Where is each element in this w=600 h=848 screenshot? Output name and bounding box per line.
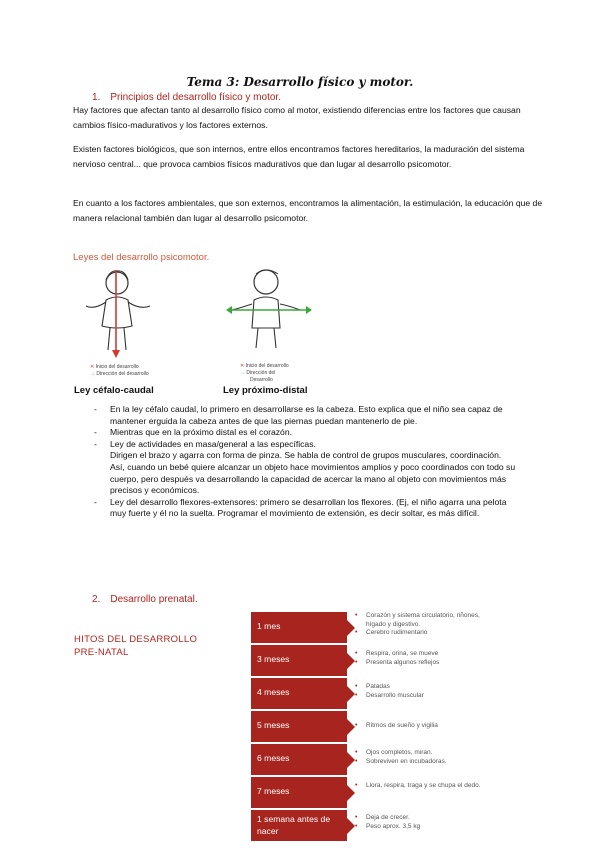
- milestone-item: • Respira, orina, se mueve: [355, 650, 439, 657]
- section-number: 2.: [92, 594, 101, 605]
- milestones-heading: HITOS DEL DESARROLLO PRE-NATAL: [74, 634, 198, 658]
- laws-list: [94, 404, 516, 520]
- paragraph-3: En cuanto a los factores ambientales, que son externos, encontramos la alimentación, la estimulación, la educación que de manera relacional también dan lugar al desarrollo psicomotor.: [73, 198, 543, 223]
- milestone-row: 4 meses • Patadas • Desarrollo muscular: [251, 678, 501, 709]
- cephalocaudal-legend: ✕ Inicio del desarrollo → Dirección del desarrollo: [90, 364, 149, 377]
- section-title: Principios del desarrollo físico y motor.: [110, 92, 281, 103]
- section-title: Desarrollo prenatal.: [110, 594, 198, 605]
- list-item: - Mientras que en la próximo distal es el corazón.: [94, 427, 516, 439]
- milestone-item: • Peso aprox. 3,5 kg: [355, 822, 421, 830]
- proximodistal-illustration: [226, 264, 312, 356]
- milestone-item: • Presenta algunos reflejos: [355, 658, 440, 666]
- milestone-item: • Patadas: [355, 683, 390, 690]
- milestone-item: • Llora, respira, traga y se chupa el dedo.: [355, 782, 481, 789]
- prenatal-milestones-table: [251, 612, 501, 840]
- milestone-row: 7 meses • Llora, respira, traga y se chupa el dedo.: [251, 777, 501, 808]
- milestone-row: 6 meses • Ojos completos, miran. • Sobreviven en incubadoras.: [251, 744, 501, 775]
- list-item: - Ley de actividades en masa/general a las específicas.: [94, 439, 516, 451]
- list-item-continuation: Así, cuando un bebé quiere alcanzar un objeto hace movimientos amplios y poco coordinados con todo su cuerpo, pero después va desarrollando la capacidad de acercar la mano al objeto con movimientos más precisos y económicos.: [110, 461, 516, 496]
- section-number: 1.: [92, 92, 101, 103]
- section-heading-1: [92, 92, 281, 103]
- milestone-item: • Cerebro rudimentario: [355, 629, 428, 636]
- milestone-item: • Sobreviven en incubadoras.: [355, 757, 447, 765]
- milestone-item: • Ojos completos, miran.: [355, 749, 433, 756]
- page-title: Tema 3: Desarrollo físico y motor.: [186, 75, 414, 89]
- milestone-row: 1 semana antes de nacer • Deja de crecer. • Peso aprox. 3,5 kg: [251, 810, 501, 841]
- proximodistal-caption: Ley próximo-distal: [223, 385, 308, 396]
- milestone-row: 3 meses • Respira, orina, se mueve • Presenta algunos reflejos: [251, 645, 501, 676]
- list-item: - En la ley céfalo caudal, lo primero en desarrollarse es la cabeza. Esto explica que el niño sea capaz de mantener erguida la cabeza antes de que las piernas puedan mantenerlo de pie.: [94, 404, 516, 427]
- milestone-row: 5 meses • Ritmos de sueño y vigilia: [251, 711, 501, 742]
- section-heading-2: [92, 594, 198, 605]
- milestone-item: • Desarrollo muscular: [355, 691, 424, 699]
- cephalocaudal-illustration: [80, 266, 170, 362]
- list-item-continuation: Dirigen el brazo y agarra con forma de pinza. Se habla de control de grupos musculares, coordinación.: [110, 450, 502, 461]
- paragraph-2: Existen factores biológicos, que son internos, entre ellos encontramos factores hereditarios, la maduración del sistema nervioso central... que provoca cambios físicos madurativos que dan lugar al desarrollo psicomotor.: [73, 144, 525, 169]
- paragraph-1: Hay factores que afectan tanto al desarrollo físico como al motor, existiendo diferencias entre los factores que causan cambios físico-madurativos y los factores externos.: [73, 105, 521, 130]
- proximodistal-legend: ✕ Inicio del desarrollo → Dirección del Desarrollo: [240, 363, 289, 383]
- milestone-row: 1 mes • Corazón y sistema circulatorio, riñones, hígado y digestivo. • Cerebro rudimentario: [251, 612, 501, 643]
- milestone-item: • Deja de crecer.: [355, 814, 410, 821]
- laws-heading: Leyes del desarrollo psicomotor.: [73, 252, 210, 263]
- cephalocaudal-caption: Ley céfalo-caudal: [74, 385, 154, 396]
- milestone-item: • Corazón y sistema circulatorio, riñones, hígado y digestivo.: [355, 612, 480, 628]
- milestone-item: • Ritmos de sueño y vigilia: [355, 722, 438, 729]
- list-item: - Ley del desarrollo flexores-extensores: primero se desarrollan los flexores. (Ej, el niño agarra una pelota muy fuerte y él no la suelta. Programar el movimiento de extensión, es decir soltar, es más difícil.: [94, 497, 516, 520]
